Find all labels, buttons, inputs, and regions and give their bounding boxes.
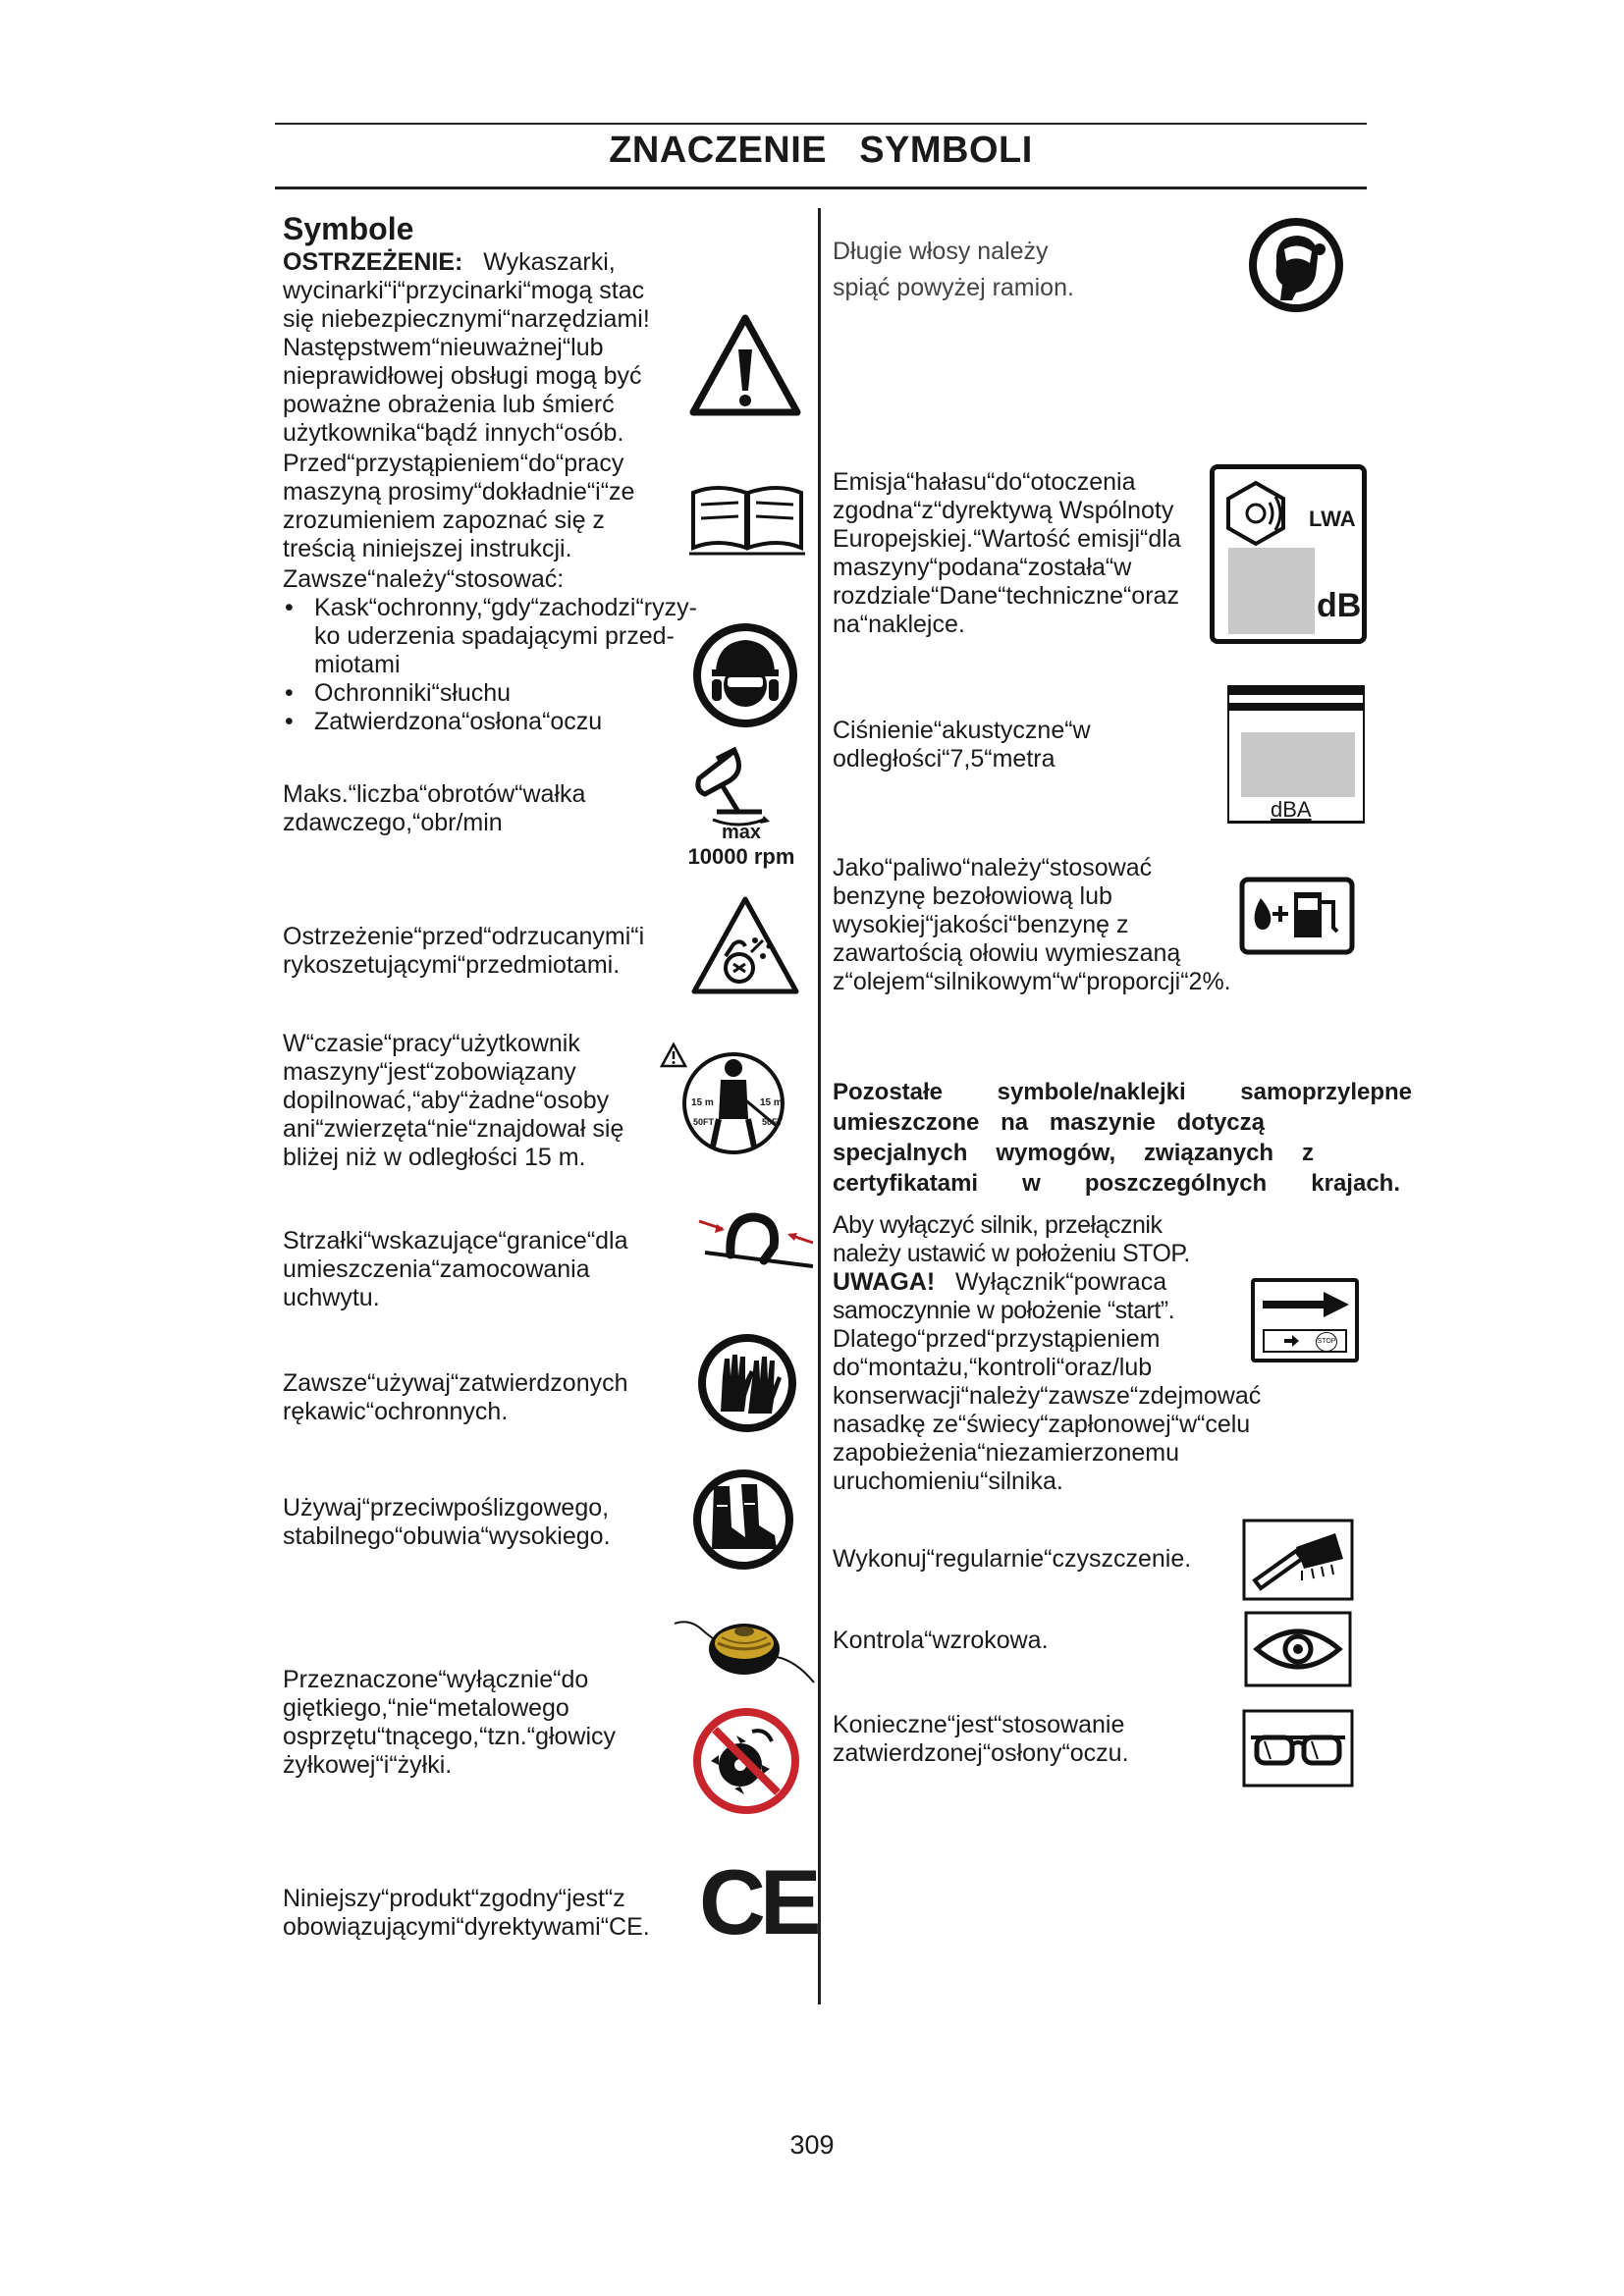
max-rpm-icon (677, 743, 805, 876)
handle-arrows-text: Strzałki“wskazujące“granice“dla umieszczenia“zamocowania uchwytu. (283, 1227, 628, 1311)
distance-label-right: 15 m (760, 1097, 783, 1108)
cleaning-brush-icon (1241, 1518, 1355, 1602)
visual-inspection-text: Kontrola“wzrokowa. (833, 1627, 1049, 1654)
read-manual-book-icon (687, 479, 807, 556)
pressure-value-placeholder (1241, 732, 1355, 797)
fuel-text: Jako“paliwo“należy“stosować benzynę bezołowiową lub wysokiej“jakości“benzynę z zawartością ołowiu wymieszaną z“olejem“silnikowym“w“proporcji“2%. (833, 854, 1231, 995)
safety-distance-icon (656, 1041, 811, 1160)
no-metal-blade-icon (693, 1708, 799, 1814)
header-bottom-rule (275, 187, 1367, 189)
lwa-label: LWA (1309, 507, 1356, 531)
noise-emission-label-icon (1210, 464, 1367, 644)
page-title: ZNACZENIE SYMBOLI (609, 130, 1033, 171)
db-label: dB (1317, 587, 1362, 624)
ppe-item-ear: • Ochronniki“słuchu (283, 679, 744, 708)
page-number: 309 (789, 2130, 835, 2160)
ppe-item-helmet: • Kask“ochronny,“gdy“zachodzi“ryzy- ko uderzenia spadającymi przed- miotami (283, 594, 702, 679)
column-divider (818, 208, 821, 2004)
distance-unit-right: 50FT (762, 1117, 784, 1127)
rpm-value-label: 10000 rpm (687, 844, 795, 869)
sound-pressure-label-icon (1227, 685, 1365, 828)
sound-pressure-text: Ciśnienie“akustyczne“w odległości“7,5“metra (833, 717, 1091, 773)
ppe-text (283, 565, 744, 736)
rpm-text: Maks.“liczba“obrotów“wałka zdawczego,“obr/min (283, 780, 586, 836)
flexible-cutting-text: Przeznaczone“wyłącznie“do giętkiego,“nie“metalowego osprzętu“tnącego,“tzn.“głowicy żyłkowej“i“żyłki. (283, 1666, 617, 1779)
safety-goggles-icon (1241, 1708, 1355, 1789)
protective-gloves-icon (695, 1331, 799, 1435)
cleaning-text: Wykonuj“regularnie“czyszczenie. (833, 1545, 1192, 1573)
ppe-item-eye: • Zatwierdzona“osłona“oczu (283, 708, 744, 736)
eye-protection-text: Konieczne“jest“stosowanie zatwierdzonej“osłony“oczu. (833, 1711, 1129, 1767)
thrown-objects-warning-icon (690, 895, 800, 997)
warning-text: OSTRZEŻENIE: Wykaszarki, wycinarki“i“przycinarki“mogą stac się niebezpiecznymi“narzędziami! Następstwem“nieuważnej“lub nieprawidłowej obsługi mogą być poważne obrażenia lub śmierć użytkownika“bądź innych“osób. (283, 248, 650, 447)
safety-distance-text: W“czasie“pracy“użytkownik maszyny“jest“zobowiązany dopilnować,“aby“żadne“osoby ani“zwierzęta“nie“znajdował się bliżej niż w odległości 15 m. (283, 1030, 624, 1171)
stop-warning-label: UWAGA! (833, 1268, 936, 1296)
header-top-rule (275, 123, 1367, 125)
ppe-intro: Zawsze“należy“stosować: (283, 565, 565, 593)
visual-inspection-eye-icon (1243, 1610, 1353, 1688)
stop-switch-icon (1251, 1278, 1359, 1362)
gloves-text: Zawsze“używaj“zatwierdzonych rękawic“ochronnych. (283, 1369, 628, 1425)
section-heading: Symbole (283, 211, 414, 246)
tie-long-hair-icon (1247, 216, 1345, 314)
noise-emission-text: Emisja“hałasu“do“otoczenia zgodna“z“dyrektywą Wspólnoty Europejskiej.“Wartość emisji“dla maszyny“podana“została“w rozdziale“Dane“techniczne“oraz na“naklejce. (833, 468, 1181, 638)
fuel-mix-icon (1239, 877, 1355, 955)
handle-position-arrows-icon (695, 1209, 817, 1278)
long-hair-text: Długie włosy należy spiąć powyżej ramion. (833, 238, 1074, 301)
distance-label-left: 15 m (691, 1097, 714, 1108)
ce-mark-icon: CE (699, 1850, 816, 1953)
warning-triangle-icon (687, 312, 803, 418)
warning-label: OSTRZEŻENIE: (283, 248, 463, 276)
noise-value-placeholder (1228, 548, 1315, 634)
stop-position-label: STOP (1316, 1332, 1337, 1352)
thrown-objects-text: Ostrzeżenie“przed“odrzucanymi“i rykoszetującymi“przedmiotami. (283, 923, 645, 979)
helmet-ear-eye-protection-icon (690, 620, 800, 730)
ce-conformity-text: Niniejszy“produkt“zgodny“jest“z obowiązującymi“dyrektywami“CE. (283, 1885, 650, 1941)
distance-unit-left: 50FT (693, 1117, 715, 1127)
boots-text: Używaj“przeciwpoślizgowego, stabilnego“obuwia“wysokiego. (283, 1494, 611, 1550)
manual-text: Przed“przystąpieniem“do“pracy maszyną prosimy“dokładnie“i“ze zrozumieniem zapoznać się z treścią niniejszej instrukcji. (283, 450, 635, 562)
other-symbols-text: Pozostałe symbole/naklejki samoprzylepne umieszczone na maszynie dotyczą specjalnych wymogów, związanych z certyfikatami w poszczególnych krajach. (833, 1079, 1412, 1197)
max-label: max (721, 822, 762, 843)
dba-label: dBA (1271, 797, 1312, 822)
protective-boots-icon (690, 1467, 796, 1573)
stop-switch-text: Aby wyłączyć silnik, przełącznik należy ustawić w położeniu STOP. UWAGA! Wyłącznik“powraca samoczynnie w położenie “start”. Dlatego“przed“przystąpieniem do“montażu,“kontroli“oraz/lub konserwacji“należy“zawsze“zdejmować nasadkę ze“świecy“zapłonowej“w“celu zapobieżenia“niezamierzonemu uruchomieniu“silnika. (833, 1211, 1262, 1495)
